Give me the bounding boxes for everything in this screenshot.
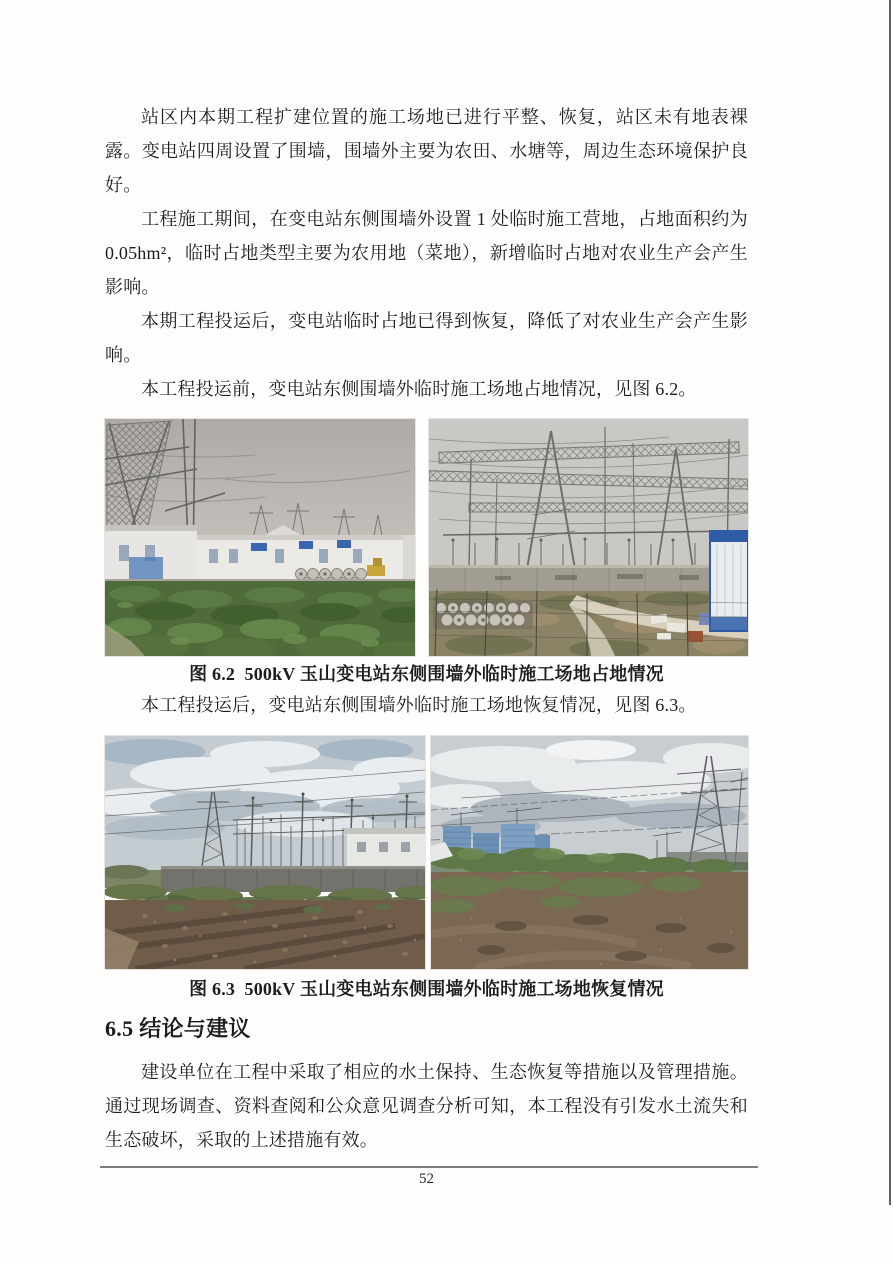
figure-6-2-photos [105, 419, 748, 656]
paragraph-land-recovered: 本期工程投运后，变电站临时占地已得到恢复，降低了对农业生产会产生影响。 [105, 311, 748, 365]
paragraph-temp-camp: 工程施工期间，在变电站东侧围墙外设置 1 处临时施工营地，占地面积约为0.05hm²，临时占地类型主要为农用地（菜地），新增临时占地对农业生产会产生影响。 [105, 209, 748, 297]
photo-gap [415, 419, 429, 656]
figure-6-3-photo-left [105, 736, 425, 969]
paragraph-conclusion: 建设单位在工程中采取了相应的水土保持、生态恢复等措施以及管理措施。通过现场调查、资料查阅和公众意见调查分析可知，本工程没有引发水土流失和生态破坏，采取的上述措施有效。 [105, 1062, 748, 1150]
figure-6-3-photos [105, 736, 748, 969]
figure-6-3-caption: 图 6.3 500kV 玉山变电站东侧围墙外临时施工场地恢复情况 [189, 979, 664, 999]
footer-divider [100, 1166, 758, 1168]
paragraph-site-restored: 站区内本期工程扩建位置的施工场地已进行平整、恢复，站区未有地表裸露。变电站四周设置了围墙，围墙外主要为农田、水塘等，周边生态环境保护良好。 [105, 107, 748, 195]
page-edge-line [889, 0, 891, 1205]
figure-6-2-photo-left [105, 419, 415, 656]
figure-6-2-caption: 图 6.2 500kV 玉山变电站东侧围墙外临时施工场地占地情况 [189, 664, 664, 684]
paragraph-after-operation: 本工程投运后，变电站东侧围墙外临时施工场地恢复情况，见图 6.3。 [141, 695, 697, 715]
page-content [105, 100, 748, 1157]
plowed-field [105, 900, 425, 969]
figure-6-3-photo-right [431, 736, 748, 969]
container-building [710, 531, 748, 631]
page-number: 52 [419, 1171, 434, 1187]
figure-6-2-photo-right [429, 419, 748, 656]
paragraph-before-operation: 本工程投运前，变电站东侧围墙外临时施工场地占地情况，见图 6.2。 [141, 379, 697, 399]
section-heading-6-5: 6.5 结论与建议 [105, 1016, 251, 1041]
